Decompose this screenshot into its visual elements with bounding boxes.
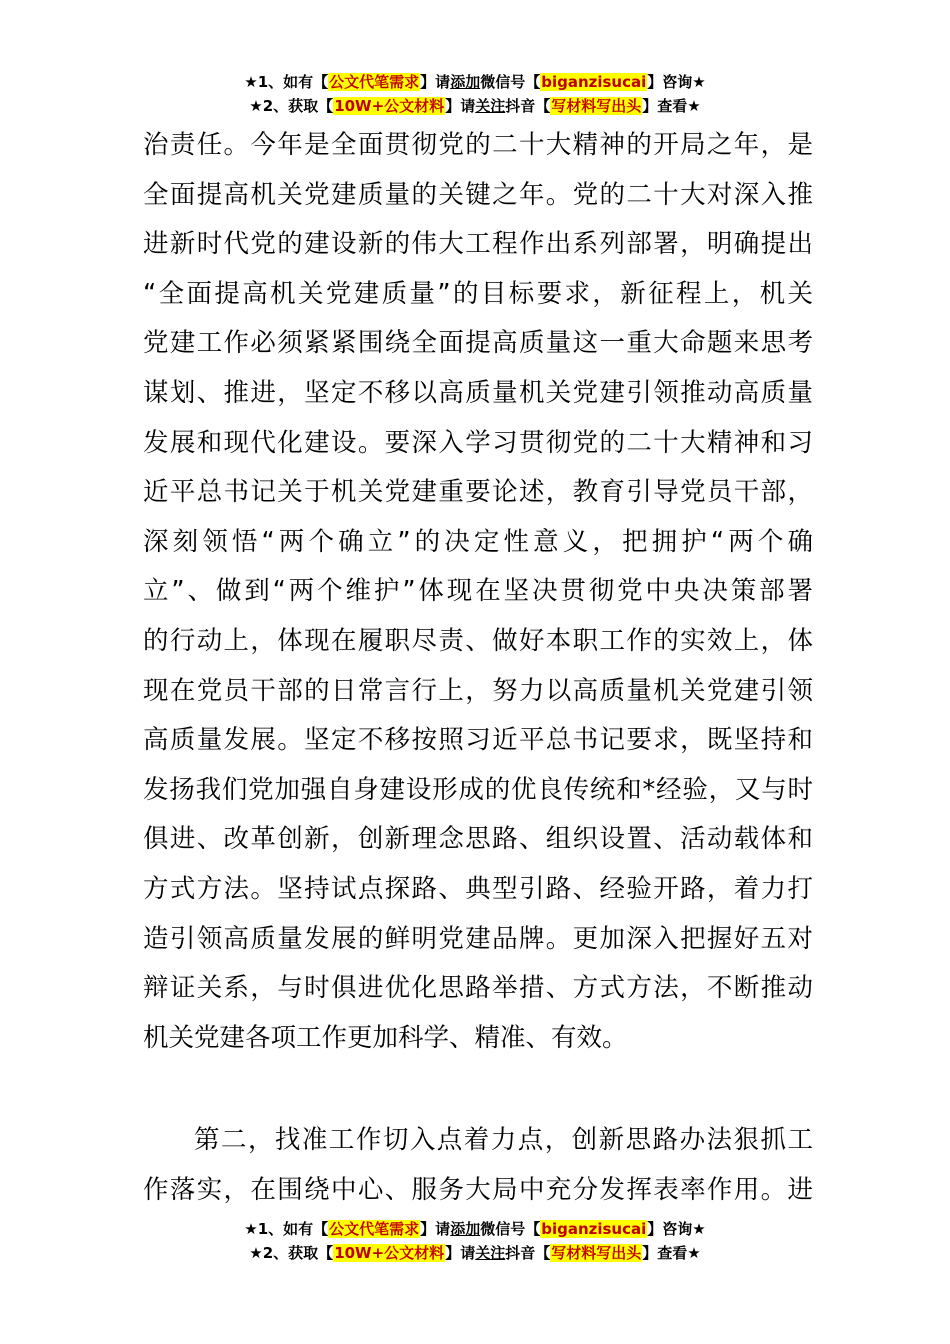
banner-line-2 [0, 94, 950, 118]
text-line: 的行动上，体现在履职尽责、做好本职工作的实效上，体 [143, 625, 813, 656]
banner-text: 微信号【 [480, 1220, 541, 1238]
text-line: “全面提高机关党建质量”的目标要求，新征程上，机关 [143, 278, 813, 309]
text-line: 第二，找准工作切入点着力点，创新思路办法狠抓工 [194, 1125, 813, 1155]
text-line: 治责任。今年是全面贯彻党的二十大精神的开局之年，是 [143, 130, 813, 160]
text-line: 现在党员干部的日常言行上，努力以高质量机关党建引领 [143, 675, 813, 706]
text-line: 造引领高质量发展的鲜明党建品牌。更加深入把握好五对 [143, 923, 813, 954]
highlight-wechat-id: biganzisucai [541, 1220, 647, 1238]
highlight-wechat-id: biganzisucai [541, 73, 647, 91]
footer-banner [0, 1217, 950, 1265]
banner-text: 微信号【 [480, 73, 541, 91]
text-line: 俱进、改革创新，创新理念思路、组织设置、活动载体和 [143, 824, 813, 855]
text-line: 谋划、推进，坚定不移以高质量机关党建引领推动高质量 [143, 377, 813, 408]
banner-text: ★1、如有【 [244, 73, 329, 91]
banner-text: 】请 [445, 97, 476, 115]
text-line: 深刻领悟“两个确立”的决定性意义，把拥护“两个确 [143, 526, 813, 557]
banner-text: ★2、获取【 [249, 97, 334, 115]
emphasis-follow: 关注 [475, 1244, 506, 1262]
banner-text: 】请 [420, 73, 451, 91]
emphasis-follow: 关注 [475, 97, 506, 115]
banner-text: 】请 [420, 1220, 451, 1238]
text-line: 立”、做到“两个维护”体现在坚决贯彻党中央决策部署 [143, 576, 813, 607]
text-line: 近平总书记关于机关党建重要论述，教育引导党员干部， [143, 477, 813, 508]
banner-text: 】查看★ [642, 97, 701, 115]
header-banner [0, 70, 950, 118]
highlight-douyin-account: 写材料写出头 [551, 1244, 642, 1262]
banner-line-1 [0, 70, 950, 94]
paragraph-2 [143, 1115, 813, 1215]
banner-text: 抖音【 [505, 97, 551, 115]
banner-text: ★2、获取【 [249, 1244, 334, 1262]
highlight-service: 公文代笔需求 [329, 1220, 420, 1238]
text-line: 党建工作必须紧紧围绕全面提高质量这一重大命题来思考 [143, 328, 813, 359]
highlight-service: 公文代笔需求 [329, 73, 420, 91]
highlight-materials: 10W+公文材料 [334, 97, 445, 115]
text-line: 作落实，在围绕中心、服务大局中充分发挥表率作用。进 [143, 1175, 813, 1205]
paragraph-1 [143, 121, 813, 1063]
highlight-materials: 10W+公文材料 [334, 1244, 445, 1262]
emphasis-add: 添加 [450, 1220, 481, 1238]
text-line: 辩证关系，与时俱进优化思路举措、方式方法，不断推动 [143, 973, 813, 1004]
banner-text: 】请 [445, 1244, 476, 1262]
text-line: 全面提高机关党建质量的关键之年。党的二十大对深入推 [143, 179, 813, 210]
banner-line-1 [0, 1217, 950, 1241]
highlight-douyin-account: 写材料写出头 [551, 97, 642, 115]
banner-text: 】咨询★ [647, 1220, 706, 1238]
text-line: 高质量发展。坚定不移按照习近平总书记要求，既坚持和 [143, 725, 813, 756]
banner-text: ★1、如有【 [244, 1220, 329, 1238]
banner-text: 】查看★ [642, 1244, 701, 1262]
banner-text: 】咨询★ [647, 73, 706, 91]
text-line: 进新时代党的建设新的伟大工程作出系列部署，明确提出 [143, 229, 813, 260]
text-line: 机关党建各项工作更加科学、精准、有效。 [143, 1022, 628, 1053]
text-line: 发扬我们党加强自身建设形成的优良传统和*经验，又与时 [143, 774, 813, 805]
banner-text: 抖音【 [505, 1244, 551, 1262]
text-line: 发展和现代化建设。要深入学习贯彻党的二十大精神和习 [143, 427, 813, 458]
emphasis-add: 添加 [450, 73, 481, 91]
banner-line-2 [0, 1241, 950, 1265]
text-line: 方式方法。坚持试点探路、典型引路、经验开路，着力打 [143, 873, 813, 904]
